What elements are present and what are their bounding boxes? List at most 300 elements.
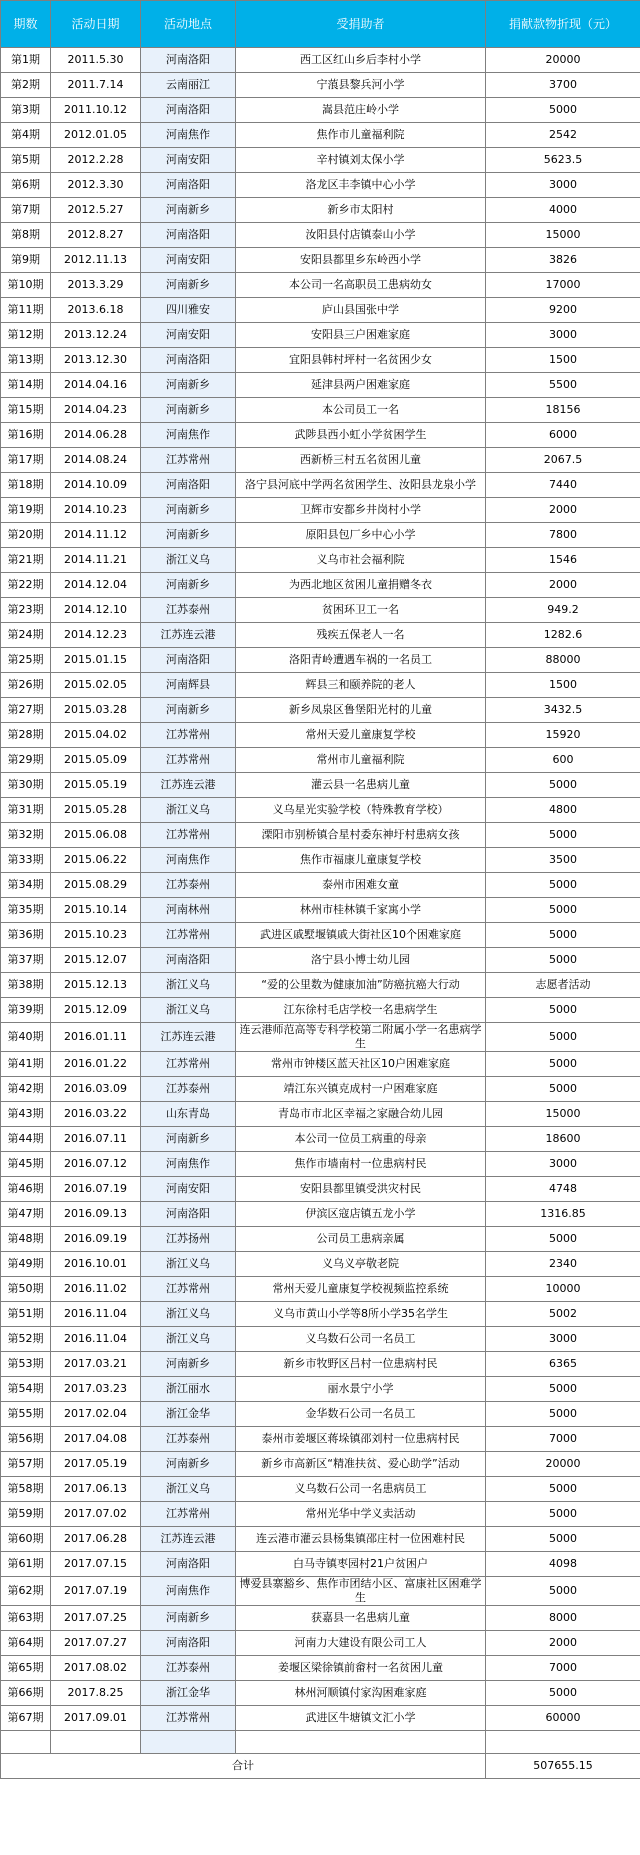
cell-location: 江苏常州 [141,448,236,473]
cell-amount: 志愿者活动 [486,973,640,998]
table-row [1,773,640,798]
table-row [1,198,640,223]
table-row [1,223,640,248]
cell-location: 浙江义乌 [141,1302,236,1327]
cell-location: 江苏常州 [141,923,236,948]
cell-period: 第4期 [1,123,51,148]
table-row [1,973,640,998]
cell-location: 浙江义乌 [141,798,236,823]
cell-date: 2017.07.02 [51,1502,141,1527]
cell-date: 2017.07.15 [51,1552,141,1577]
cell-location: 河南安阳 [141,323,236,348]
table-row [1,598,640,623]
cell-location: 浙江金华 [141,1681,236,1706]
table-row [1,573,640,598]
cell-location: 江苏连云港 [141,1023,236,1052]
cell-recipient: 延津县两户困难家庭 [236,373,486,398]
cell-date: 2017.8.25 [51,1681,141,1706]
cell-location: 浙江义乌 [141,973,236,998]
cell-amount: 4000 [486,198,640,223]
cell-location: 河南洛阳 [141,1552,236,1577]
table-row [1,1277,640,1302]
cell-date: 2016.09.13 [51,1202,141,1227]
cell-amount: 5000 [486,1527,640,1552]
blank-cell [236,1731,486,1754]
table-row [1,498,640,523]
table-row [1,1606,640,1631]
cell-location: 河南新乡 [141,398,236,423]
cell-date: 2015.06.22 [51,848,141,873]
cell-date: 2012.8.27 [51,223,141,248]
cell-recipient: 辛村镇刘太保小学 [236,148,486,173]
cell-recipient: 新乡市牧野区吕村一位患病村民 [236,1352,486,1377]
blank-row [1,1731,640,1754]
cell-recipient: 义乌市黄山小学等8所小学35名学生 [236,1302,486,1327]
cell-location: 河南新乡 [141,498,236,523]
cell-location: 江苏常州 [141,1706,236,1731]
table-row [1,1631,640,1656]
cell-period: 第35期 [1,898,51,923]
table-row [1,248,640,273]
cell-period: 第9期 [1,248,51,273]
cell-date: 2015.03.28 [51,698,141,723]
cell-location: 浙江义乌 [141,1477,236,1502]
cell-date: 2015.04.02 [51,723,141,748]
cell-location: 河南新乡 [141,1452,236,1477]
header-location: 活动地点 [141,1,236,48]
cell-amount: 5000 [486,773,640,798]
cell-recipient: 洛阳青岭遭遇车祸的一名员工 [236,648,486,673]
cell-amount: 5000 [486,1023,640,1052]
cell-amount: 5000 [486,1681,640,1706]
cell-date: 2017.02.04 [51,1402,141,1427]
table-row [1,673,640,698]
table-row [1,648,640,673]
cell-recipient: 林州市桂林镇千家寓小学 [236,898,486,923]
cell-period: 第26期 [1,673,51,698]
table-row [1,1552,640,1577]
cell-period: 第45期 [1,1152,51,1177]
cell-date: 2012.3.30 [51,173,141,198]
cell-date: 2015.12.09 [51,998,141,1023]
cell-period: 第53期 [1,1352,51,1377]
cell-amount: 20000 [486,48,640,73]
cell-date: 2015.10.23 [51,923,141,948]
cell-date: 2016.03.09 [51,1077,141,1102]
table-row [1,1527,640,1552]
cell-recipient: 博爱县寨豁乡、焦作市团结小区、富康社区困难学生 [236,1577,486,1606]
cell-recipient: “爱的公里数为健康加油”防癌抗癌大行动 [236,973,486,998]
cell-recipient: 原阳县包厂乡中心小学 [236,523,486,548]
cell-amount: 5000 [486,923,640,948]
cell-location: 河南新乡 [141,1352,236,1377]
cell-recipient: 焦作市福康儿童康复学校 [236,848,486,873]
cell-recipient: 河南力大建设有限公司工人 [236,1631,486,1656]
cell-period: 第8期 [1,223,51,248]
cell-location: 江苏泰州 [141,1427,236,1452]
cell-location: 河南安阳 [141,1177,236,1202]
table-row [1,73,640,98]
cell-period: 第49期 [1,1252,51,1277]
cell-period: 第54期 [1,1377,51,1402]
cell-recipient: 嵩县范庄岭小学 [236,98,486,123]
cell-period: 第28期 [1,723,51,748]
cell-location: 河南新乡 [141,573,236,598]
cell-period: 第61期 [1,1552,51,1577]
cell-recipient: 江东徐村毛店学校一名患病学生 [236,998,486,1023]
cell-amount: 15920 [486,723,640,748]
table-row [1,1252,640,1277]
cell-period: 第20期 [1,523,51,548]
cell-location: 河南新乡 [141,373,236,398]
cell-location: 河南新乡 [141,198,236,223]
cell-location: 河南洛阳 [141,948,236,973]
cell-period: 第12期 [1,323,51,348]
cell-recipient: 林州河顺镇付家沟困难家庭 [236,1681,486,1706]
cell-recipient: 泰州市姜堰区蒋垛镇邵刘村一位患病村民 [236,1427,486,1452]
cell-period: 第55期 [1,1402,51,1427]
cell-location: 河南焦作 [141,1577,236,1606]
cell-date: 2014.10.23 [51,498,141,523]
cell-amount: 5000 [486,948,640,973]
cell-recipient: 泰州市困难女童 [236,873,486,898]
cell-location: 河南新乡 [141,698,236,723]
cell-period: 第36期 [1,923,51,948]
cell-amount: 10000 [486,1277,640,1302]
cell-recipient: 靖江东兴镇克成村一户困难家庭 [236,1077,486,1102]
cell-period: 第23期 [1,598,51,623]
cell-date: 2014.11.12 [51,523,141,548]
cell-location: 江苏常州 [141,1052,236,1077]
table-row [1,873,640,898]
cell-recipient: 贫困环卫工一名 [236,598,486,623]
cell-recipient: 金华数石公司一名员工 [236,1402,486,1427]
cell-amount: 8000 [486,1606,640,1631]
cell-amount: 3000 [486,323,640,348]
cell-amount: 3826 [486,248,640,273]
cell-amount: 5000 [486,1077,640,1102]
table-row [1,423,640,448]
total-label: 合计 [1,1754,486,1779]
cell-location: 江苏泰州 [141,598,236,623]
cell-recipient: 洛宁县河底中学两名贫困学生、汝阳县龙泉小学 [236,473,486,498]
cell-location: 河南焦作 [141,123,236,148]
cell-amount: 6365 [486,1352,640,1377]
cell-recipient: 青岛市市北区幸福之家融合幼儿园 [236,1102,486,1127]
cell-period: 第11期 [1,298,51,323]
cell-amount: 1500 [486,673,640,698]
blank-cell [141,1731,236,1754]
cell-amount: 2000 [486,573,640,598]
table-row [1,1202,640,1227]
header-period: 期数 [1,1,51,48]
cell-date: 2014.10.09 [51,473,141,498]
cell-period: 第37期 [1,948,51,973]
cell-recipient: 义乌数石公司一名患病员工 [236,1477,486,1502]
cell-period: 第29期 [1,748,51,773]
cell-recipient: 常州天爱儿童康复学校视频监控系统 [236,1277,486,1302]
cell-period: 第2期 [1,73,51,98]
cell-period: 第44期 [1,1127,51,1152]
cell-location: 江苏泰州 [141,873,236,898]
cell-date: 2014.12.10 [51,598,141,623]
table-row [1,1152,640,1177]
cell-location: 河南洛阳 [141,473,236,498]
cell-amount: 1316.85 [486,1202,640,1227]
cell-amount: 2067.5 [486,448,640,473]
cell-date: 2017.09.01 [51,1706,141,1731]
cell-date: 2015.10.14 [51,898,141,923]
cell-date: 2017.07.27 [51,1631,141,1656]
cell-recipient: 本公司一位员工病重的母亲 [236,1127,486,1152]
table-row [1,1477,640,1502]
cell-recipient: 安阳县都里镇受洪灾村民 [236,1177,486,1202]
cell-recipient: 残疾五保老人一名 [236,623,486,648]
cell-recipient: 溧阳市别桥镇合星村委东神圩村患病女孩 [236,823,486,848]
cell-amount: 1500 [486,348,640,373]
cell-location: 河南洛阳 [141,223,236,248]
cell-date: 2015.12.07 [51,948,141,973]
cell-date: 2016.11.04 [51,1302,141,1327]
cell-location: 山东青岛 [141,1102,236,1127]
table-row [1,1706,640,1731]
cell-period: 第6期 [1,173,51,198]
table-row [1,1127,640,1152]
table-row [1,1302,640,1327]
cell-period: 第67期 [1,1706,51,1731]
cell-amount: 18600 [486,1127,640,1152]
cell-amount: 9200 [486,298,640,323]
cell-amount: 5000 [486,998,640,1023]
table-row [1,398,640,423]
cell-period: 第19期 [1,498,51,523]
cell-period: 第63期 [1,1606,51,1631]
cell-date: 2014.08.24 [51,448,141,473]
cell-amount: 2000 [486,498,640,523]
table-row [1,798,640,823]
header-amount: 捐献款物折现（元） [486,1,640,48]
cell-period: 第7期 [1,198,51,223]
cell-location: 江苏常州 [141,748,236,773]
cell-amount: 949.2 [486,598,640,623]
cell-date: 2014.04.16 [51,373,141,398]
cell-date: 2014.11.21 [51,548,141,573]
cell-date: 2012.2.28 [51,148,141,173]
cell-period: 第10期 [1,273,51,298]
cell-location: 河南辉县 [141,673,236,698]
cell-period: 第48期 [1,1227,51,1252]
table-row [1,1402,640,1427]
table-row [1,1052,640,1077]
cell-period: 第47期 [1,1202,51,1227]
cell-recipient: 武陟县西小虹小学贫困学生 [236,423,486,448]
cell-location: 河南洛阳 [141,648,236,673]
cell-recipient: 丽水景宁小学 [236,1377,486,1402]
cell-date: 2014.12.04 [51,573,141,598]
table-row [1,1177,640,1202]
cell-amount: 5002 [486,1302,640,1327]
cell-recipient: 连云港市灌云县杨集镇邵庄村一位困难村民 [236,1527,486,1552]
cell-recipient: 焦作市儿童福利院 [236,123,486,148]
cell-recipient: 新乡市高新区“精准扶贫、爱心助学”活动 [236,1452,486,1477]
cell-location: 河南新乡 [141,1606,236,1631]
cell-amount: 5000 [486,1052,640,1077]
cell-amount: 5000 [486,873,640,898]
total-value: 507655.15 [486,1754,640,1779]
cell-recipient: 白马寺镇枣园村21户贫困户 [236,1552,486,1577]
cell-date: 2014.12.23 [51,623,141,648]
cell-amount: 5000 [486,1502,640,1527]
table-row [1,173,640,198]
cell-period: 第56期 [1,1427,51,1452]
cell-recipient: 新乡市太阳村 [236,198,486,223]
cell-location: 四川雅安 [141,298,236,323]
cell-amount: 1546 [486,548,640,573]
cell-location: 河南新乡 [141,1127,236,1152]
cell-date: 2011.10.12 [51,98,141,123]
cell-recipient: 本公司员工一名 [236,398,486,423]
cell-recipient: 西新桥三村五名贫困儿童 [236,448,486,473]
cell-location: 浙江义乌 [141,998,236,1023]
table-row [1,823,640,848]
table-row [1,298,640,323]
cell-recipient: 西工区红山乡后李村小学 [236,48,486,73]
cell-location: 河南洛阳 [141,98,236,123]
cell-recipient: 汝阳县付店镇泰山小学 [236,223,486,248]
total-row [1,1754,640,1779]
cell-location: 浙江义乌 [141,1252,236,1277]
cell-period: 第65期 [1,1656,51,1681]
cell-recipient: 洛宁县小博士幼儿园 [236,948,486,973]
cell-amount: 2340 [486,1252,640,1277]
cell-recipient: 常州天爱儿童康复学校 [236,723,486,748]
cell-location: 河南安阳 [141,248,236,273]
cell-amount: 15000 [486,223,640,248]
table-row [1,373,640,398]
cell-location: 江苏连云港 [141,773,236,798]
table-row [1,1377,640,1402]
cell-recipient: 焦作市墙南村一位患病村民 [236,1152,486,1177]
cell-period: 第59期 [1,1502,51,1527]
cell-period: 第13期 [1,348,51,373]
header-recipient: 受捐助者 [236,1,486,48]
table-row [1,723,640,748]
cell-period: 第22期 [1,573,51,598]
cell-recipient: 常州光华中学义卖活动 [236,1502,486,1527]
cell-amount: 88000 [486,648,640,673]
table-row [1,623,640,648]
cell-date: 2012.5.27 [51,198,141,223]
table-row [1,748,640,773]
cell-period: 第24期 [1,623,51,648]
cell-date: 2017.03.21 [51,1352,141,1377]
cell-amount: 4098 [486,1552,640,1577]
cell-location: 江苏泰州 [141,1656,236,1681]
cell-recipient: 义乌数石公司一名员工 [236,1327,486,1352]
cell-period: 第15期 [1,398,51,423]
table-row [1,548,640,573]
cell-recipient: 武进区牛塘镇文汇小学 [236,1706,486,1731]
table-row [1,1327,640,1352]
table-row [1,473,640,498]
table-row [1,1502,640,1527]
cell-location: 云南丽江 [141,73,236,98]
cell-period: 第5期 [1,148,51,173]
blank-cell [51,1731,141,1754]
cell-date: 2016.10.01 [51,1252,141,1277]
cell-recipient: 宜阳县韩村坪村一名贫困少女 [236,348,486,373]
cell-date: 2017.04.08 [51,1427,141,1452]
cell-date: 2015.12.13 [51,973,141,998]
cell-period: 第66期 [1,1681,51,1706]
cell-period: 第3期 [1,98,51,123]
table-row [1,898,640,923]
cell-period: 第32期 [1,823,51,848]
cell-period: 第31期 [1,798,51,823]
cell-date: 2011.7.14 [51,73,141,98]
cell-date: 2015.02.05 [51,673,141,698]
cell-location: 河南洛阳 [141,348,236,373]
cell-date: 2016.01.22 [51,1052,141,1077]
header-date: 活动日期 [51,1,141,48]
cell-period: 第41期 [1,1052,51,1077]
cell-location: 河南洛阳 [141,1202,236,1227]
cell-date: 2013.12.24 [51,323,141,348]
table-row [1,698,640,723]
cell-period: 第42期 [1,1077,51,1102]
cell-location: 河南焦作 [141,848,236,873]
table-row [1,1681,640,1706]
cell-location: 河南焦作 [141,423,236,448]
cell-date: 2017.05.19 [51,1452,141,1477]
cell-amount: 7440 [486,473,640,498]
cell-period: 第57期 [1,1452,51,1477]
cell-date: 2014.06.28 [51,423,141,448]
cell-date: 2015.05.19 [51,773,141,798]
cell-date: 2015.05.09 [51,748,141,773]
table-row [1,323,640,348]
cell-recipient: 姜堰区梁徐镇前畲村一名贫困儿童 [236,1656,486,1681]
cell-amount: 60000 [486,1706,640,1731]
cell-date: 2016.01.11 [51,1023,141,1052]
table-row [1,123,640,148]
cell-period: 第58期 [1,1477,51,1502]
table-row [1,48,640,73]
table-row [1,1452,640,1477]
cell-recipient: 卫辉市安都乡井岗村小学 [236,498,486,523]
cell-date: 2017.07.19 [51,1577,141,1606]
cell-date: 2013.12.30 [51,348,141,373]
cell-recipient: 连云港师范高等专科学校第二附属小学一名患病学生 [236,1023,486,1052]
cell-period: 第50期 [1,1277,51,1302]
cell-period: 第39期 [1,998,51,1023]
cell-date: 2011.5.30 [51,48,141,73]
table-row [1,448,640,473]
cell-amount: 3000 [486,1327,640,1352]
table-row [1,1102,640,1127]
cell-location: 浙江金华 [141,1402,236,1427]
cell-location: 河南新乡 [141,523,236,548]
cell-date: 2016.07.12 [51,1152,141,1177]
cell-period: 第46期 [1,1177,51,1202]
cell-period: 第30期 [1,773,51,798]
cell-recipient: 公司员工患病亲属 [236,1227,486,1252]
header-row [1,1,640,48]
cell-amount: 5000 [486,1377,640,1402]
table-row [1,1352,640,1377]
table-row [1,273,640,298]
cell-recipient: 安阳县三户困难家庭 [236,323,486,348]
